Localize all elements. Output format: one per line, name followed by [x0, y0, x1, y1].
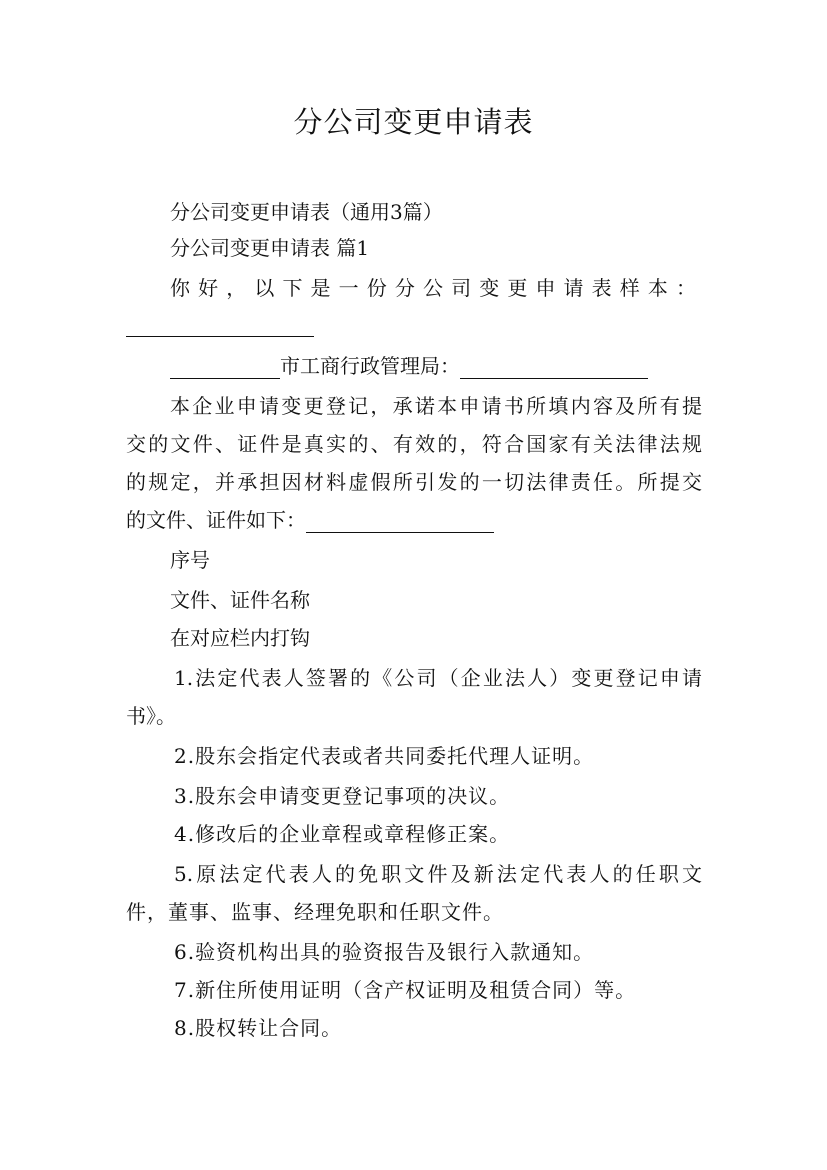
table-header-check: 在对应栏内打钩 — [170, 626, 310, 650]
list-item: 4.修改后的企业章程或章程修正案。 — [174, 822, 511, 846]
body-text: 的文件、证件如下： — [126, 508, 306, 532]
fill-blank — [126, 314, 314, 337]
body-line-last — [126, 502, 702, 538]
body-line: 交的文件、证件是真实的、有效的，符合国家有关法律法规 — [126, 432, 702, 456]
list-item: 5.原法定代表人的免职文件及新法定代表人的任职文 — [174, 862, 702, 886]
fill-blank — [460, 356, 648, 379]
body-line: 本企业申请变更登记，承诺本申请书所填内容及所有提 — [170, 394, 702, 418]
section-heading: 分公司变更申请表 篇1 — [170, 236, 370, 260]
table-header-name: 文件、证件名称 — [170, 588, 310, 612]
list-item: 7.新住所使用证明（含产权证明及租赁合同）等。 — [174, 978, 637, 1002]
list-item: 8.股权转让合同。 — [174, 1016, 343, 1040]
list-item: 1.法定代表人签署的《公司（企业法人）变更登记申请 — [174, 666, 702, 690]
fill-blank — [170, 356, 280, 379]
list-item: 6.验资机构出具的验资报告及银行入款通知。 — [174, 940, 595, 964]
list-item-continued: 件，董事、监事、经理免职和任职文件。 — [126, 900, 504, 924]
fill-blank — [306, 510, 494, 533]
table-header-number: 序号 — [170, 548, 210, 572]
subtitle-line: 分公司变更申请表（通用3篇） — [170, 200, 443, 224]
list-item: 2.股东会指定代表或者共同委托代理人证明。 — [174, 744, 595, 768]
addressee-line — [126, 348, 702, 384]
intro-blank-line — [126, 306, 702, 342]
document-title: 分公司变更申请表 — [293, 105, 534, 139]
list-item: 3.股东会申请变更登记事项的决议。 — [174, 784, 511, 808]
body-line: 的规定，并承担因材料虚假所引发的一切法律责任。所提交 — [126, 470, 702, 494]
addressee-text: 市工商行政管理局： — [280, 354, 460, 378]
list-item-continued: 书》。 — [126, 704, 176, 728]
intro-line: 你好，以下是一份分公司变更申请表样本： — [170, 276, 702, 300]
